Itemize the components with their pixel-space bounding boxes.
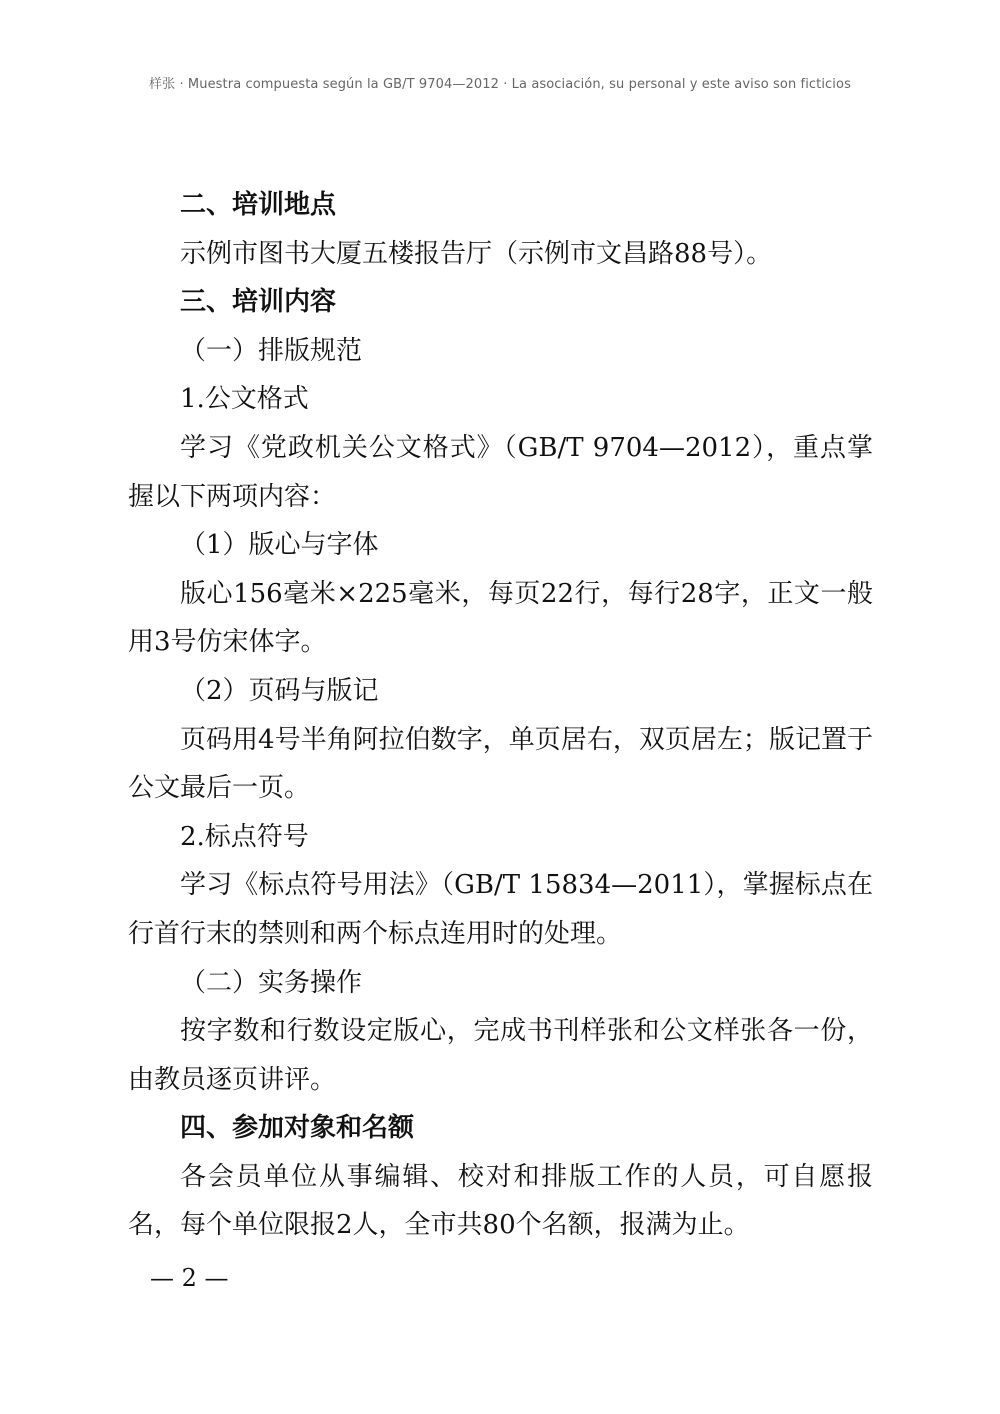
paragraph-document-format: 学习《党政机关公文格式》（GB/T 9704—2012），重点掌握以下两项内容： <box>128 432 873 512</box>
subsection-heading-practice: （二）实务操作 <box>180 967 363 998</box>
paragraph-location: 示例市图书大厦五楼报告厅（示例市文昌路88号）。 <box>180 238 773 269</box>
paragraph-layout-font: 版心156毫米×225毫米，每页22行，每行28字，正文一般用3号仿宋体字。 <box>128 578 873 658</box>
subsection-heading-typesetting: （一）排版规范 <box>180 335 363 366</box>
section-heading-location: 二、培训地点 <box>180 190 337 220</box>
item-heading-punctuation: 2.标点符号 <box>180 821 309 852</box>
subitem-heading-layout-font: （1）版心与字体 <box>180 530 379 561</box>
section-heading-content: 三、培训内容 <box>180 287 337 318</box>
page-number: — 2 — <box>150 1264 229 1292</box>
paragraph-participants: 各会员单位从事编辑、校对和排版工作的人员，可自愿报名，每个单位限报2人，全市共80个名额，报满为止。 <box>128 1161 873 1241</box>
header-note: 样张 · Muestra compuesta según la GB/T 9704—2012 · La asociación, su personal y este aviso son ficticios <box>149 77 851 92</box>
section-heading-participants: 四、参加对象和名额 <box>180 1113 415 1144</box>
paragraph-page-number: 页码用4号半角阿拉伯数字，单页居右，双页居左；版记置于公文最后一页。 <box>128 724 873 804</box>
item-heading-document-format: 1.公文格式 <box>180 384 309 415</box>
subitem-heading-page-number: （2）页码与版记 <box>180 675 379 706</box>
document-body <box>128 181 873 1250</box>
paragraph-practice: 按字数和行数设定版心，完成书刊样张和公文样张各一份，由教员逐页讲评。 <box>128 1016 873 1095</box>
paragraph-punctuation: 学习《标点符号用法》（GB/T 15834—2011），掌握标点在行首行末的禁则和两个标点连用时的处理。 <box>128 870 873 949</box>
